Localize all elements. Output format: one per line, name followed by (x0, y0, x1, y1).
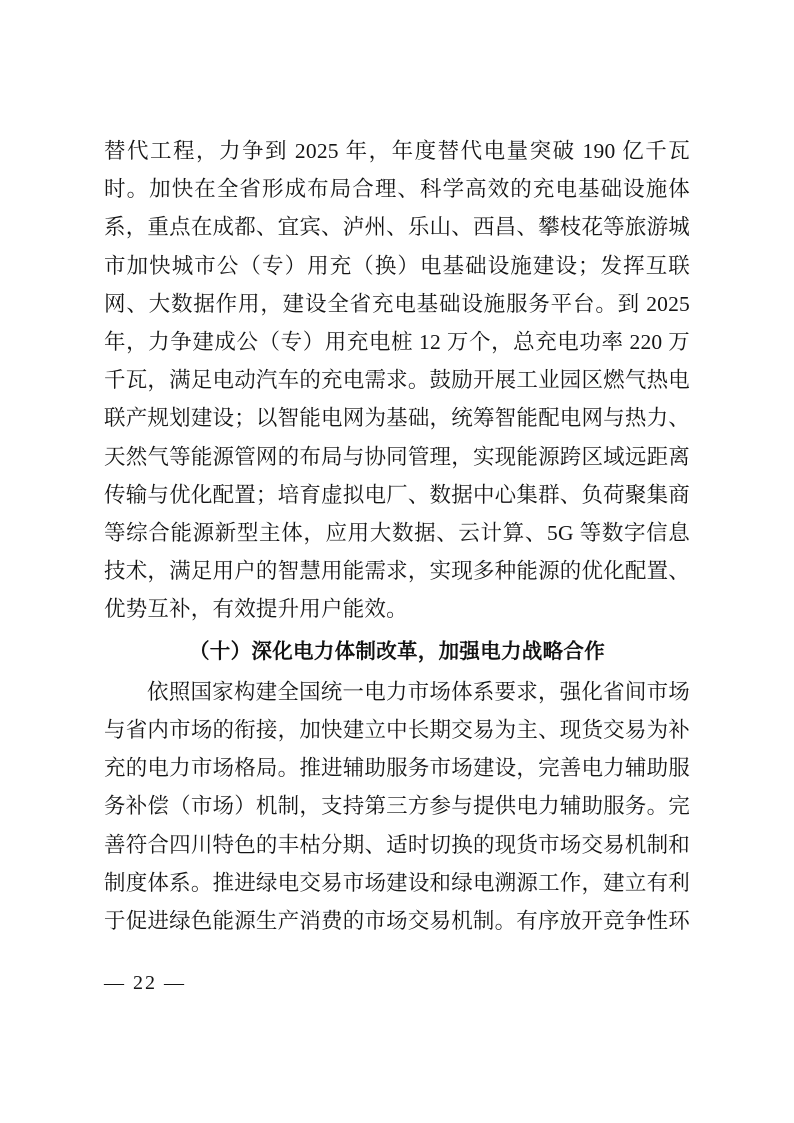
page-number: — 22 — (104, 972, 186, 994)
paragraph-body: 依照国家构建全国统一电力市场体系要求，强化省间市场与省内市场的衔接，加快建立中长期交易为主、现货交易为补充的电力市场格局。推进辅助服务市场建设，完善电力辅助服务补偿（市场）机制，支持第三方参与提供电力辅助服务。完善符合四川特色的丰枯分期、适时切换的现货市场交易机制和制度体系。推进绿电交易市场建设和绿电溯源工作，建立有利于促进绿色能源生产消费的市场交易机制。有序放开竞争性环 (104, 679, 690, 934)
paragraph-continuation: 替代工程，力争到 2025 年，年度替代电量突破 190 亿千瓦时。加快在全省形成布局合理、科学高效的充电基础设施体系，重点在成都、宜宾、泸州、乐山、西昌、攀枝花等旅游城市加快城市公（专）用充（换）电基础设施建设；发挥互联网、大数据作用，建设全省充电基础设施服务平台。到 2025 年，力争建成公（专）用充电桩 12 万个，总充电功率 220 万千瓦，满足电动汽车的充电需求。鼓励开展工业园区燃气热电联产规划建设；以智能电网为基础，统筹智能配电网与热力、天然气等能源管网的布局与协同管理，实现能源跨区域远距离传输与优化配置；培育虚拟电厂、数据中心集群、负荷聚集商等综合能源新型主体，应用大数据、云计算、5G 等数字信息技术，满足用户的智慧用能需求，实现多种能源的优化配置、优势互补，有效提升用户能效。 (104, 139, 690, 622)
section-heading: （十）深化电力体制改革，加强电力战略合作 (189, 639, 605, 663)
